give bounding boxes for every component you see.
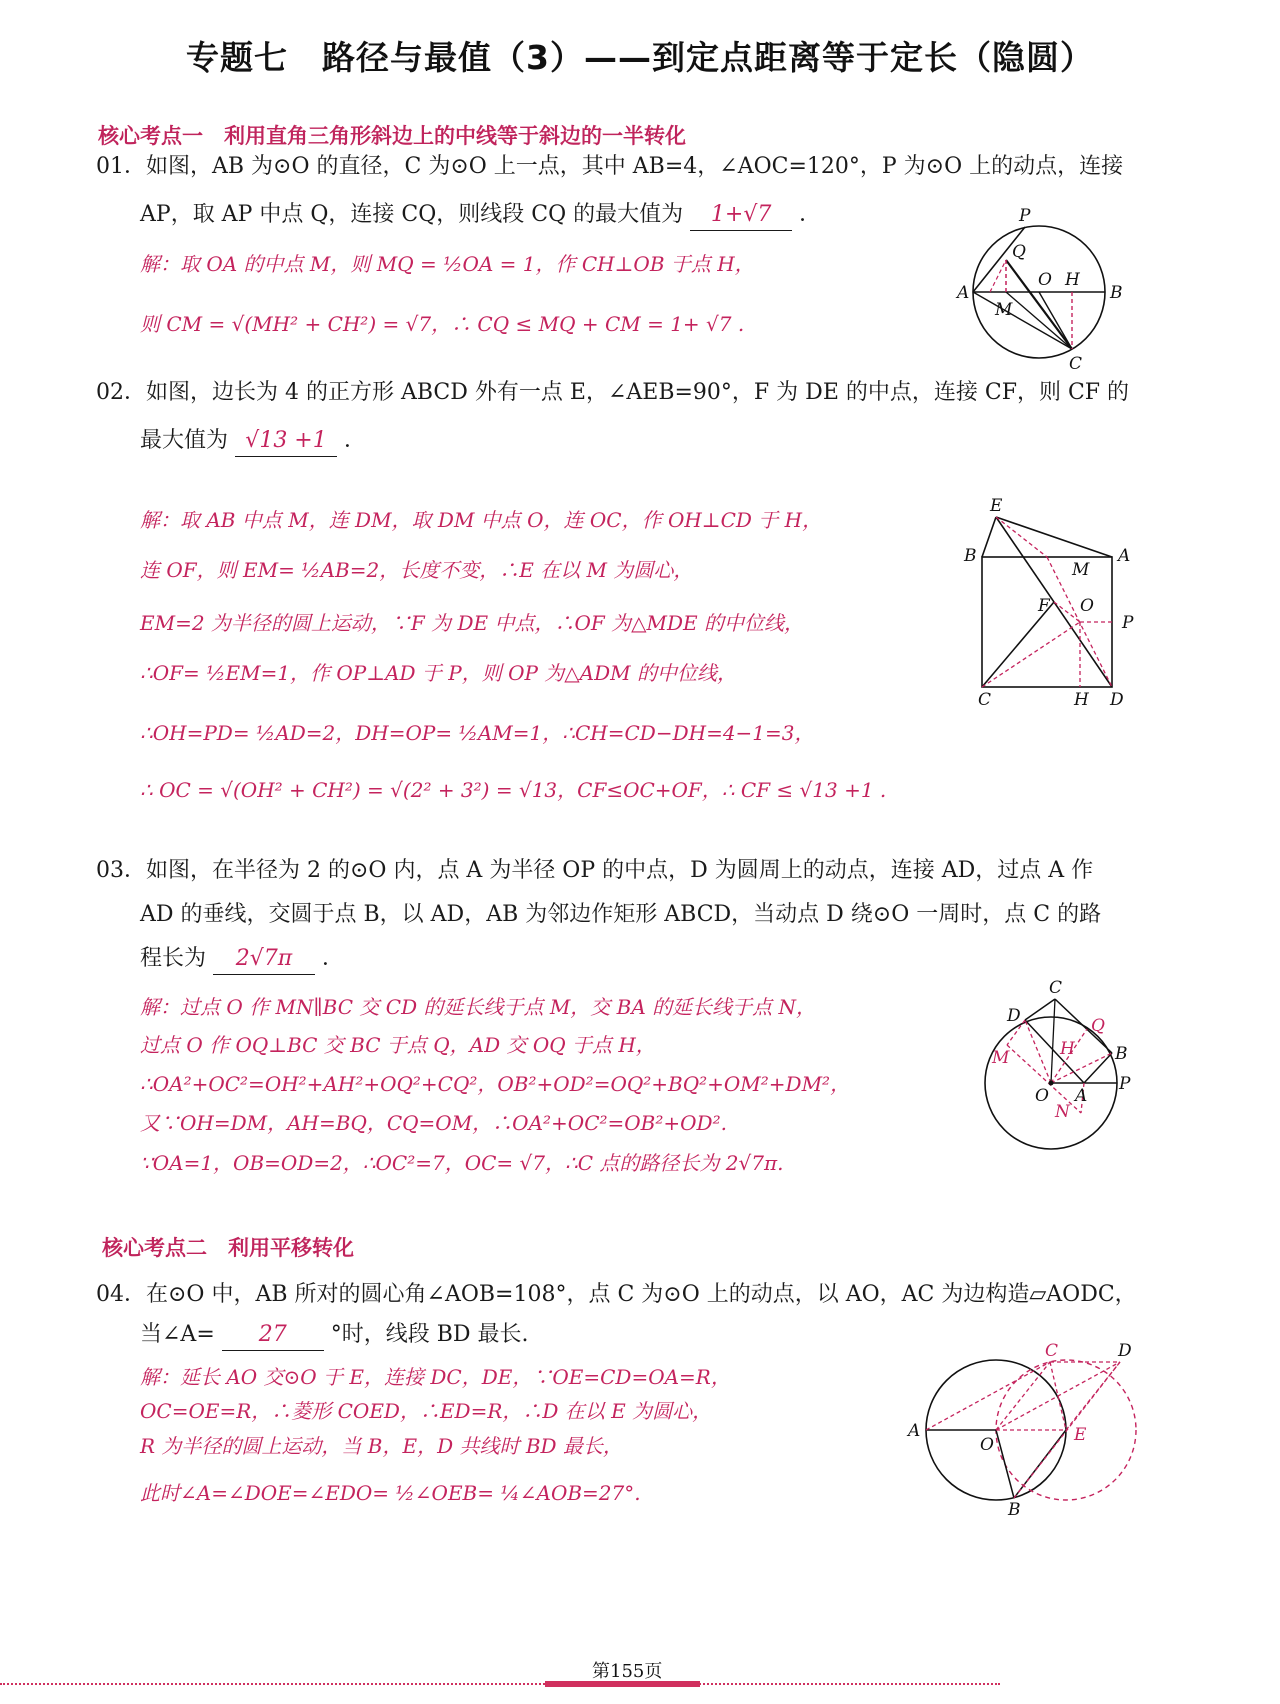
label-B: B — [964, 546, 977, 566]
solution-line: 又∵OH=DM，AH=BQ，CQ=OM，∴OA²+OC²=OB²+OD². — [140, 1111, 727, 1135]
label-O: O — [1080, 596, 1094, 616]
solution-line: ∴OH=PD= ½AD=2，DH=OP= ½AM=1，∴CH=CD−DH=4−1=3， — [140, 721, 815, 745]
label-M: M — [995, 300, 1013, 320]
solution-line: 则 CM = √(MH² + CH²) = √7，∴ CQ ≤ MQ + CM = 1+ √7 . — [140, 312, 745, 336]
answer-blank: 27 — [222, 1320, 324, 1351]
footer-dotted-line — [0, 1683, 1000, 1687]
solution-line: EM=2 为半径的圆上运动，∵F 为 DE 中点，∴OF 为△MDE 的中位线， — [140, 611, 804, 635]
label-D: D — [1007, 1006, 1021, 1026]
question-text — [140, 1320, 529, 1351]
solution-line: ∵OA=1，OB=OD=2，∴OC²=7，OC= √7，∴C 点的路径长为 2√7π. — [140, 1151, 784, 1175]
label-E: E — [1074, 1425, 1087, 1445]
label-B: B — [1115, 1044, 1128, 1064]
page-number: 第155页 — [592, 1661, 663, 1682]
answer-blank: 2√7π — [213, 944, 315, 975]
question-text: ． — [344, 428, 367, 453]
label-D: D — [1118, 1341, 1132, 1361]
question-text: ． — [322, 946, 345, 971]
section-heading-1: 核心考点一 利用直角三角形斜边上的中线等于斜边的一半转化 — [98, 124, 686, 148]
question-03 — [96, 856, 1102, 986]
solution-line: 解：取 OA 的中点 M，则 MQ = ½OA = 1，作 CH⊥OB 于点 H， — [140, 252, 755, 276]
question-text: ． — [799, 202, 822, 227]
label-M: M — [1072, 560, 1090, 580]
question-text: 04．在⊙O 中，AB 所对的圆心角∠AOB=108°，点 C 为⊙O 上的动点，以 AO，AC 为边构造▱AODC， — [96, 1282, 1137, 1307]
solution-line: 连 OF，则 EM= ½AB=2，长度不变，∴E 在以 M 为圆心， — [140, 558, 694, 582]
question-text: °时，线段 BD 最长. — [330, 1322, 529, 1347]
question-text: 01．如图，AB 为⊙O 的直径，C 为⊙O 上一点，其中 AB=4，∠AOC=120°，P 为⊙O 上的动点，连接 — [96, 154, 1124, 179]
question-text — [140, 426, 366, 457]
label-N: N — [1055, 1102, 1070, 1122]
label-P: P — [1019, 206, 1031, 226]
label-B: B — [1110, 283, 1123, 303]
solution-line: ∴OA²+OC²=OH²+AH²+OQ²+CQ²，OB²+OD²=OQ²+BQ²+OM²+DM²， — [140, 1072, 851, 1096]
label-C: C — [1049, 978, 1063, 998]
question-text: 02．如图，边长为 4 的正方形 ABCD 外有一点 E，∠AEB=90°，F 为 DE 的中点，连接 CF，则 CF 的 — [96, 380, 1130, 405]
solution-line: OC=OE=R，∴菱形 COED，∴ED=R，∴D 在以 E 为圆心， — [140, 1399, 713, 1423]
label-C: C — [1069, 354, 1083, 374]
question-text — [140, 200, 821, 231]
solution-line: 此时∠A=∠DOE=∠EDO= ½∠OEB= ¼∠AOB=27°. — [140, 1481, 641, 1505]
figure-02 — [960, 495, 1150, 715]
label-H: H — [1065, 270, 1080, 290]
label-E: E — [990, 496, 1003, 516]
label-D: D — [1110, 690, 1124, 710]
solution-line: ∴ OC = √(OH² + CH²) = √(2² + 3²) = √13，CF≤OC+OF，∴ CF ≤ √13 +1 . — [140, 778, 887, 802]
solution-04 — [140, 1365, 900, 1525]
label-H: H — [1060, 1039, 1075, 1059]
label-A: A — [957, 283, 970, 303]
label-P: P — [1119, 1074, 1131, 1094]
label-M: M — [992, 1048, 1010, 1068]
solution-line: R 为半径的圆上运动，当 B，E，D 共线时 BD 最长， — [140, 1434, 623, 1458]
label-O: O — [1038, 270, 1052, 290]
label-C: C — [978, 690, 992, 710]
question-text: AD 的垂线，交圆于点 B，以 AD，AB 为邻边作矩形 ABCD，当动点 D 绕⊙O 一周时，点 C 的路 — [140, 902, 1102, 927]
label-B: B — [1008, 1500, 1021, 1520]
question-text: 当∠A= — [140, 1322, 215, 1347]
solution-line: ∴OF= ½EM=1，作 OP⊥AD 于 P，则 OP 为△ADM 的中位线， — [140, 661, 737, 685]
figure-03 — [975, 975, 1145, 1155]
figure-01 — [945, 205, 1130, 375]
figure-04 — [900, 1340, 1150, 1520]
label-C: C — [1045, 1341, 1059, 1361]
solution-line: 解：过点 O 作 MN∥BC 交 CD 的延长线于点 M，交 BA 的延长线于点 N， — [140, 995, 817, 1019]
solution-line: 过点 O 作 OQ⊥BC 交 BC 于点 Q，AD 交 OQ 于点 H， — [140, 1033, 656, 1057]
section-heading-2: 核心考点二 利用平移转化 — [102, 1236, 354, 1260]
label-H: H — [1074, 690, 1089, 710]
answer-blank: √13 +1 — [235, 426, 337, 457]
label-O: O — [980, 1435, 994, 1455]
label-Q: Q — [1012, 242, 1026, 262]
label-F: F — [1038, 596, 1050, 616]
label-P: P — [1122, 613, 1134, 633]
page-title: 专题七 路径与最值（3）——到定点距离等于定长（隐圆） — [186, 38, 1094, 77]
label-O: O — [1035, 1086, 1049, 1106]
solution-03 — [140, 995, 920, 1195]
answer-blank: 1+√7 — [690, 200, 792, 231]
question-text: AP，取 AP 中点 Q，连接 CQ，则线段 CQ 的最大值为 — [140, 202, 684, 227]
solution-02 — [140, 508, 920, 808]
label-A: A — [908, 1421, 921, 1441]
question-02 — [96, 378, 1130, 478]
solution-line: 解：延长 AO 交⊙O 于 E，连接 DC，DE，∵OE=CD=OA=R， — [140, 1365, 731, 1389]
question-text: 03．如图，在半径为 2 的⊙O 内，点 A 为半径 OP 的中点，D 为圆周上的动点，连接 AD，过点 A 作 — [96, 858, 1094, 883]
label-Q: Q — [1091, 1016, 1105, 1036]
label-A: A — [1118, 546, 1131, 566]
solution-line: 解：取 AB 中点 M，连 DM，取 DM 中点 O，连 OC，作 OH⊥CD 于 H， — [140, 508, 823, 532]
question-text: 程长为 — [140, 946, 207, 971]
question-text: 最大值为 — [140, 428, 229, 453]
label-A: A — [1075, 1086, 1088, 1106]
solution-01 — [140, 252, 900, 352]
question-text — [140, 944, 344, 975]
